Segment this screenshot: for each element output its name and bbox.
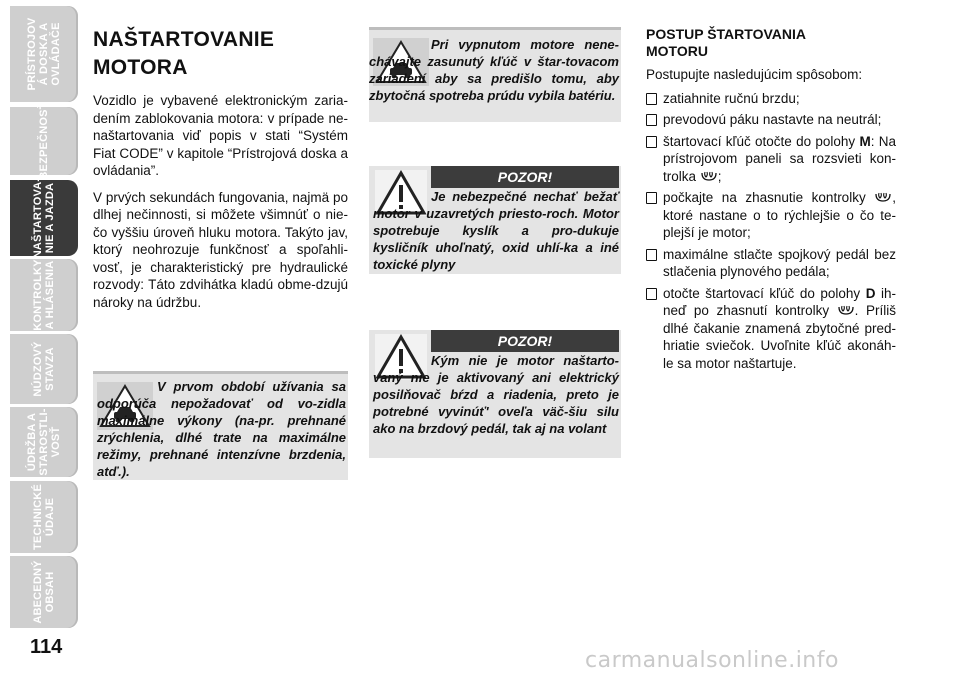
checkbox-bullet-icon (646, 192, 657, 204)
tab-label: TECHNICKÉ ÚDAJE (32, 484, 56, 550)
step-text: štartovací kľúč otočte do polohy (663, 133, 860, 149)
key-position-d: D (865, 285, 876, 301)
tab-label: NAŠTARTOVA- NIE A JAZDA (32, 177, 56, 259)
step-text: ; (717, 168, 722, 184)
procedure-title-line1: POSTUP ŠTARTOVANIA (646, 26, 806, 42)
tab-pristrojova-doska[interactable] (10, 6, 78, 102)
warning-exhaust (369, 166, 621, 274)
procedure-steps (646, 90, 896, 373)
step-item (646, 285, 896, 373)
warning-exhaust-text: Je nebezpečné nechať bežať motor v uzavretých priesto-roch. Motor spotrebuje kyslík a pro-dukuje kysličník uhoľnatý, oxid uhlí-ka a iné toxické plyny (373, 189, 619, 272)
step-text: . Príliš dlhé čakanie znamená zbytočné pred-hriatie sviečok. Uvoľnite kľúč akonáh-le sa motor naštartuje. (663, 303, 896, 371)
left-column (93, 26, 348, 320)
section-title-line2: MOTORA (93, 56, 188, 79)
note-running-in (93, 371, 348, 480)
step-item (646, 90, 896, 108)
section-title (93, 26, 348, 82)
note-running-in-text: V prvom období užívania sa odporúča nepožadovať od vo-zidla maximálne výkony (na-pr. prehnané zrýchlenia, dlhé trate na maximálne režimy, prehnané intenzívne brzdenia, atď.). (97, 379, 346, 479)
tab-label: ABECEDNÝ OBSAH (32, 560, 56, 624)
page-number: 114 (30, 636, 63, 658)
tab-label: PRÍSTROJOV Á DOSKA A OVLÁDAČE (26, 17, 62, 91)
warning-servo (369, 330, 621, 458)
step-text: , ktoré nastane o to rýchlejšie o čo te-plejší je motor; (663, 190, 896, 240)
tab-label: ÚDRŽBA A STAROSTLI- VOSŤ (26, 408, 62, 476)
step-text: prevodovú páku nastavte na neutrál; (663, 112, 882, 127)
checkbox-bullet-icon (646, 114, 657, 126)
checkbox-bullet-icon (646, 249, 657, 261)
right-column (646, 26, 896, 376)
paragraph-immobilizer: Vozidlo je vybavené elektronickým zaria-dením zablokovania motora: v prípade ne-naštartovania viď popis v stati “Systém Fiat CODE” v kapitole “Prístrojová doska a ovládania”. (93, 93, 348, 178)
tab-technicke-udaje[interactable] (10, 481, 78, 553)
checkbox-bullet-icon (646, 288, 657, 300)
tab-label: NÚDZOVÝ STAVZA (32, 341, 56, 397)
procedure-title-line2: MOTORU (646, 43, 708, 59)
step-text: počkajte na zhasnutie kontrolky (663, 190, 875, 205)
step-item (646, 189, 896, 242)
warning-header: POZOR! (431, 166, 619, 188)
tab-label: BEZPEČNOSŤ (38, 102, 50, 180)
tab-nudzovy-stav[interactable] (10, 334, 78, 404)
note-key-off (369, 27, 621, 122)
tab-bezpecnost[interactable] (10, 102, 78, 180)
procedure-intro: Postupujte nasledujúcim spôsobom: (646, 67, 863, 82)
warning-header: POZOR! (431, 330, 619, 352)
warning-servo-text: Kým nie je motor naštarto-vaný nie je aktivovaný ani elektrický posilňovač bŕzd a riadenia, preto je potrebné vyvinúť' oveľa väč-šiu silu ako na brzdový pedál, tak aj na volant (373, 353, 619, 436)
step-text: ih-neď po zhasnutí kontrolky (663, 285, 896, 318)
step-text: : Na prístrojovom paneli sa rozsvieti kon-trolka (663, 133, 896, 184)
section-title-line1: NAŠTARTOVANIE (93, 28, 275, 51)
checkbox-bullet-icon (646, 93, 657, 105)
step-text: maximálne stlačte spojkový pedál bez stlačenia plynového pedála; (663, 246, 896, 279)
paragraph-engine-noise: V prvých sekundách fungovania, najmä po dlhej nečinnosti, si môžete všimnúť o nie-čo vyššiu úroveň hluku motora. Takýto jav, ktorý neohrozuje funkčnosť a spoľahli-vosť, je charakteristický pre hydraulické rozvody: Táto zdvihátka kladú obme-dzujú nároky na údržbu. (93, 189, 348, 310)
checkbox-bullet-icon (646, 136, 657, 148)
tab-udrzba[interactable] (10, 407, 78, 477)
procedure-title (646, 26, 896, 60)
glow-plug-lamp-icon (700, 170, 718, 182)
step-item (646, 133, 896, 186)
tab-label: KONTROLKY A HLÁSENIA (32, 259, 56, 331)
key-position-m: M (859, 133, 871, 149)
step-text: zatiahnite ručnú brzdu; (663, 90, 800, 106)
step-text: otočte štartovací kľúč do polohy (663, 285, 866, 301)
tab-abecedny-obsah[interactable] (10, 556, 78, 628)
tab-nastartovanie-a-jazda[interactable] (10, 177, 78, 259)
watermark: carmanualsonline.info (585, 648, 839, 673)
step-item (646, 111, 896, 129)
glow-plug-lamp-icon (837, 304, 855, 316)
note-key-off-text: Pri vypnutom motore nene-chávajte zasunutý kľúč v štar-tovacom zariadení aby sa predišlo tomu, aby zbytočná spotreba prúdu vybila batériu. (369, 37, 619, 103)
step-item (646, 246, 896, 281)
tab-kontrolky[interactable] (10, 259, 78, 331)
glow-plug-lamp-icon (874, 191, 892, 203)
